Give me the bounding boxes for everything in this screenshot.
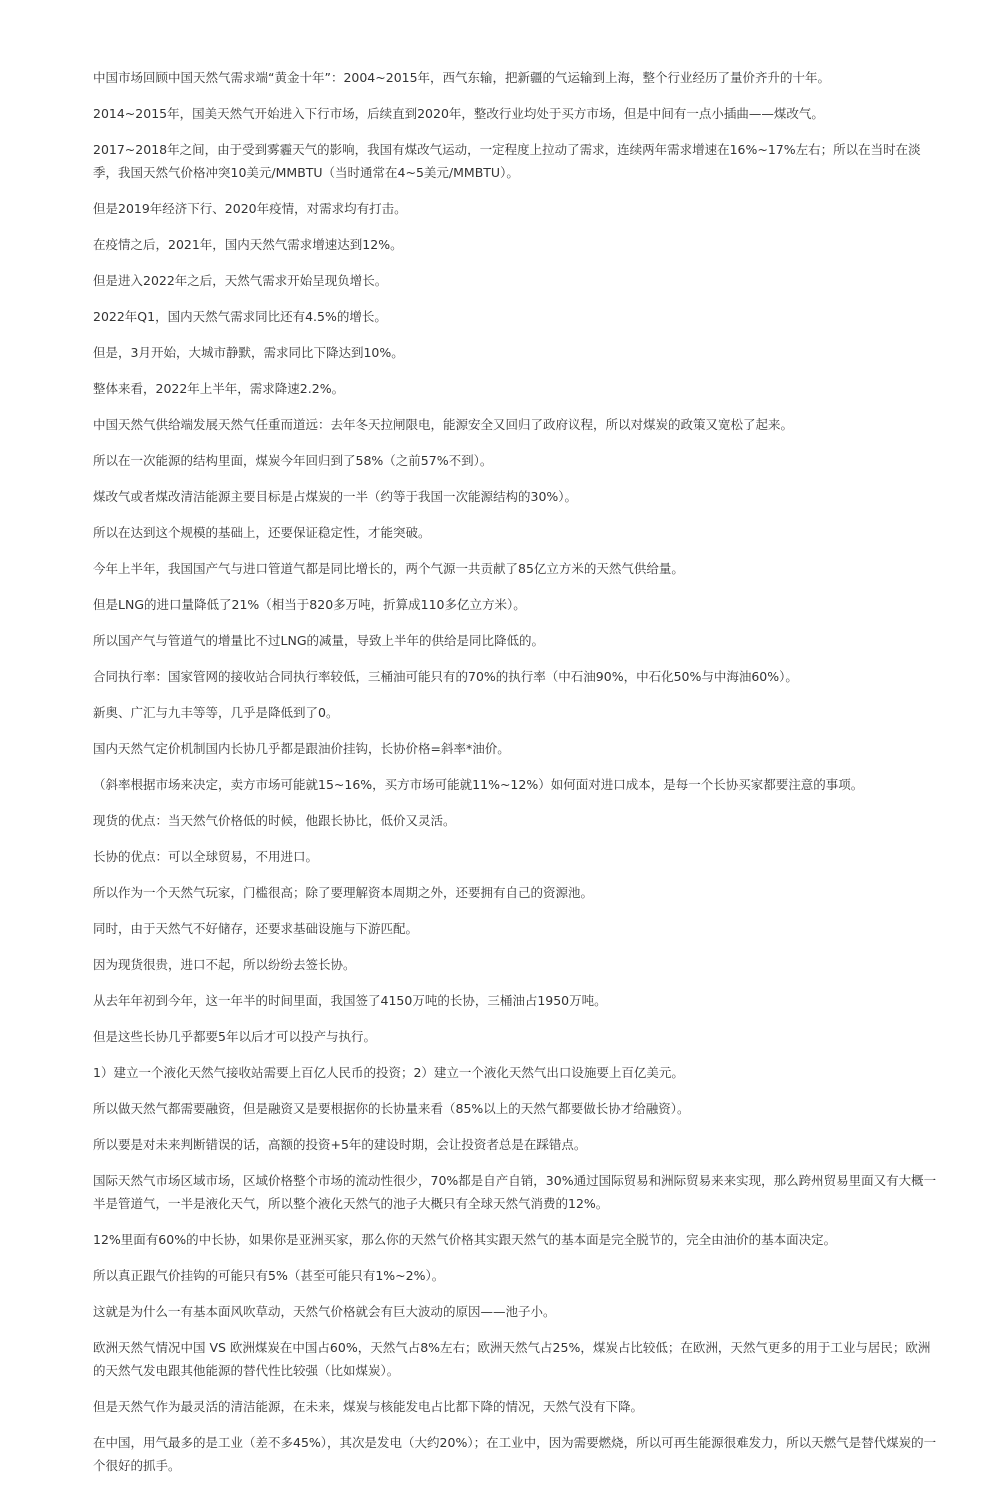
paragraph-9: 整体来看，2022年上半年，需求降速2.2%。 xyxy=(93,381,345,396)
paragraph-33: 所以真正跟气价挂钩的可能只有5%（甚至可能只有1%~2%）。 xyxy=(93,1268,445,1283)
paragraph-34: 这就是为什么一有基本面风吹草动，天然气价格就会有巨大波动的原因——池子小。 xyxy=(93,1304,556,1319)
paragraph-37: 在中国，用气最多的是工业（差不多45%），其次是发电（大约20%）；在工业中，因为需要燃烧，所以可再生能源很难发力，所以天燃气是替代煤炭的一个很好的抓手。 xyxy=(93,1435,937,1473)
paragraph-17: 合同执行率：国家管网的接收站合同执行率较低，三桶油可能只有的70%的执行率（中石油90%，中石化50%与中海油60%）。 xyxy=(93,669,798,684)
paragraph-7: 2022年Q1，国内天然气需求同比还有4.5%的增长。 xyxy=(93,309,387,324)
paragraph-20: （斜率根据市场来决定，卖方市场可能就15~16%，买方市场可能就11%~12%）如何面对进口成本，是每一个长协买家都要注意的事项。 xyxy=(93,777,864,792)
paragraph-1: 中国市场回顾中国天然气需求端“黄金十年”：2004~2015年，西气东输，把新疆的气运输到上海，整个行业经历了量价齐升的十年。 xyxy=(93,70,831,85)
document-body xyxy=(93,66,939,1490)
paragraph-12: 煤改气或者煤改清洁能源主要目标是占煤炭的一半（约等于我国一次能源结构的30%）。 xyxy=(93,489,578,504)
paragraph-6: 但是进入2022年之后，天然气需求开始呈现负增长。 xyxy=(93,273,388,288)
paragraph-4: 但是2019年经济下行、2020年疫情，对需求均有打击。 xyxy=(93,201,407,216)
paragraph-28: 1）建立一个液化天然气接收站需要上百亿人民币的投资；2）建立一个液化天然气出口设施要上百亿美元。 xyxy=(93,1065,684,1080)
paragraph-29: 所以做天然气都需要融资，但是融资又是要根据你的长协量来看（85%以上的天然气都要做长协才给融资）。 xyxy=(93,1101,690,1116)
paragraph-13: 所以在达到这个规模的基础上，还要保证稳定性，才能突破。 xyxy=(93,525,431,540)
paragraph-2: 2014~2015年，国美天然气开始进入下行市场，后续直到2020年，整改行业均处于买方市场，但是中间有一点小插曲——煤改气。 xyxy=(93,106,824,121)
paragraph-30: 所以要是对未来判断错误的话，高额的投资+5年的建设时期，会让投资者总是在踩错点。 xyxy=(93,1137,587,1152)
paragraph-15: 但是LNG的进口量降低了21%（相当于820多万吨，折算成110多亿立方米）。 xyxy=(93,597,526,612)
paragraph-36: 但是天然气作为最灵活的清洁能源，在未来，煤炭与核能发电占比都下降的情况，天然气没有下降。 xyxy=(93,1399,644,1414)
paragraph-27: 但是这些长协几乎都要5年以后才可以投产与执行。 xyxy=(93,1029,376,1044)
paragraph-23: 所以作为一个天然气玩家，门槛很高；除了要理解资本周期之外，还要拥有自己的资源池。 xyxy=(93,885,594,900)
paragraph-14: 今年上半年，我国国产气与进口管道气都是同比增长的，两个气源一共贡献了85亿立方米的天然气供给量。 xyxy=(93,561,684,576)
paragraph-11: 所以在一次能源的结构里面，煤炭今年回归到了58%（之前57%不到）。 xyxy=(93,453,493,468)
paragraph-10: 中国天然气供给端发展天然气任重而道远：去年冬天拉闸限电，能源安全又回归了政府议程，所以对煤炭的政策又宽松了起来。 xyxy=(93,417,794,432)
paragraph-16: 所以国产气与管道气的增量比不过LNG的减量，导致上半年的供给是同比降低的。 xyxy=(93,633,545,648)
paragraph-25: 因为现货很贵，进口不起，所以纷纷去签长协。 xyxy=(93,957,356,972)
paragraph-24: 同时，由于天然气不好储存，还要求基础设施与下游匹配。 xyxy=(93,921,419,936)
paragraph-8: 但是，3月开始，大城市静默，需求同比下降达到10%。 xyxy=(93,345,404,360)
paragraph-31: 国际天然气市场区域市场，区域价格整个市场的流动性很少，70%都是自产自销，30%通过国际贸易和洲际贸易来来实现，那么跨州贸易里面又有大概一半是管道气，一半是液化天气，所以整个液化天然气的池子大概只有全球天然气消费的12%。 xyxy=(93,1173,937,1211)
paragraph-22: 长协的优点：可以全球贸易，不用进口。 xyxy=(93,849,319,864)
paragraph-19: 国内天然气定价机制国内长协几乎都是跟油价挂钩，长协价格=斜率*油价。 xyxy=(93,741,510,756)
paragraph-18: 新奥、广汇与九丰等等，几乎是降低到了0。 xyxy=(93,705,339,720)
paragraph-26: 从去年年初到今年，这一年半的时间里面，我国签了4150万吨的长协，三桶油占1950万吨。 xyxy=(93,993,607,1008)
paragraph-21: 现货的优点：当天然气价格低的时候，他跟长协比，低价又灵活。 xyxy=(93,813,456,828)
paragraph-35: 欧洲天然气情况中国 VS 欧洲煤炭在中国占60%，天然气占8%左右；欧洲天然气占25%，煤炭占比较低；在欧洲，天然气更多的用于工业与居民；欧洲的天然气发电跟其他能源的替代性比较强（比如煤炭）。 xyxy=(93,1340,931,1378)
paragraph-3: 2017~2018年之间，由于受到雾霾天气的影响，我国有煤改气运动，一定程度上拉动了需求，连续两年需求增速在16%~17%左右；所以在当时在淡季，我国天然气价格冲突10美元/MMBTU（当时通常在4~5美元/MMBTU）。 xyxy=(93,142,921,180)
paragraph-5: 在疫情之后，2021年，国内天然气需求增速达到12%。 xyxy=(93,237,403,252)
paragraph-32: 12%里面有60%的中长协，如果你是亚洲买家，那么你的天然气价格其实跟天然气的基本面是完全脱节的，完全由油价的基本面决定。 xyxy=(93,1232,837,1247)
